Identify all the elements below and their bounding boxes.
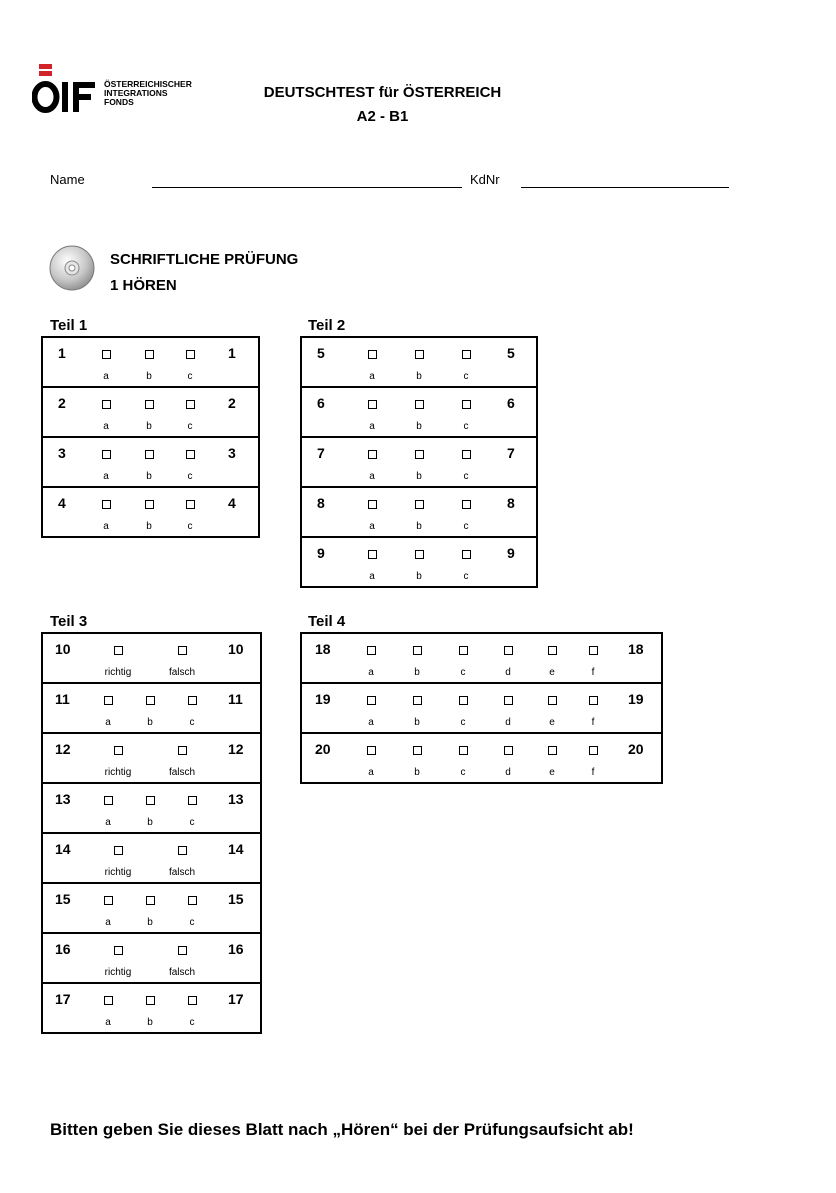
answer-checkbox[interactable]: [462, 350, 471, 359]
answer-checkbox[interactable]: [504, 696, 513, 705]
answer-checkbox[interactable]: [548, 696, 557, 705]
question-number: 15: [228, 891, 244, 907]
option-label: e: [549, 667, 555, 678]
option-label: a: [369, 421, 375, 432]
answer-checkbox[interactable]: [548, 746, 557, 755]
question-number: 14: [228, 841, 244, 857]
option-label: c: [460, 667, 466, 678]
answer-checkbox[interactable]: [104, 996, 113, 1005]
teil2-label: Teil 2: [308, 317, 346, 334]
option-label: a: [105, 817, 111, 828]
answer-checkbox[interactable]: [368, 550, 377, 559]
option-label: b: [416, 371, 422, 382]
option-label: b: [146, 521, 152, 532]
answer-checkbox[interactable]: [459, 696, 468, 705]
answer-checkbox[interactable]: [367, 646, 376, 655]
logo-line: INTEGRATIONS: [104, 88, 168, 98]
section-title: SCHRIFTLICHE PRÜFUNG: [110, 251, 299, 268]
question-number: 6: [507, 395, 515, 411]
option-label: c: [463, 471, 469, 482]
answer-row: [302, 338, 536, 388]
answer-checkbox[interactable]: [415, 400, 424, 409]
answer-checkbox[interactable]: [415, 500, 424, 509]
option-label: c: [187, 371, 193, 382]
option-label: falsch: [168, 867, 196, 878]
name-label: Name: [50, 172, 85, 187]
kdnr-label: KdNr: [470, 172, 500, 187]
question-number: 9: [317, 545, 325, 561]
answer-checkbox[interactable]: [413, 646, 422, 655]
option-label: b: [147, 1017, 153, 1028]
answer-row: [302, 734, 661, 784]
option-label: a: [369, 571, 375, 582]
question-number: 4: [58, 495, 66, 511]
option-label: b: [147, 717, 153, 728]
question-number: 3: [58, 445, 66, 461]
option-label: b: [146, 371, 152, 382]
question-number: 8: [317, 495, 325, 511]
option-label: a: [103, 421, 109, 432]
answer-row: [302, 388, 536, 438]
answer-checkbox[interactable]: [145, 450, 154, 459]
answer-checkbox[interactable]: [462, 550, 471, 559]
answer-checkbox[interactable]: [186, 450, 195, 459]
question-number: 15: [55, 891, 71, 907]
answer-checkbox[interactable]: [589, 696, 598, 705]
option-label: f: [591, 717, 595, 728]
answer-checkbox[interactable]: [114, 846, 123, 855]
option-label: b: [416, 521, 422, 532]
option-label: c: [187, 471, 193, 482]
answer-row: [43, 884, 260, 934]
cd-icon: [48, 244, 96, 297]
option-label: f: [591, 767, 595, 778]
footer-instruction: Bitten geben Sie dieses Blatt nach „Hören“ bei der Prüfungsaufsicht ab!: [50, 1120, 634, 1139]
answer-checkbox[interactable]: [114, 746, 123, 755]
option-label: a: [368, 717, 374, 728]
answer-row: [43, 634, 260, 684]
question-number: 18: [628, 641, 644, 657]
option-label: c: [189, 817, 195, 828]
answer-checkbox[interactable]: [145, 400, 154, 409]
answer-checkbox[interactable]: [114, 646, 123, 655]
option-label: a: [369, 471, 375, 482]
section-subtitle: 1 HÖREN: [110, 277, 177, 294]
logo-line: ÖSTERREICHISCHER: [104, 79, 192, 89]
answer-checkbox[interactable]: [178, 846, 187, 855]
question-number: 14: [55, 841, 71, 857]
answer-checkbox[interactable]: [367, 746, 376, 755]
answer-checkbox[interactable]: [188, 696, 197, 705]
logo-line: FONDS: [104, 97, 134, 107]
option-label: falsch: [168, 667, 196, 678]
answer-checkbox[interactable]: [104, 796, 113, 805]
option-label: b: [416, 571, 422, 582]
question-number: 12: [228, 741, 244, 757]
option-label: c: [463, 371, 469, 382]
answer-row: [302, 438, 536, 488]
answer-checkbox[interactable]: [146, 796, 155, 805]
teil4-grid: [300, 632, 663, 784]
answer-checkbox[interactable]: [368, 450, 377, 459]
answer-checkbox[interactable]: [102, 400, 111, 409]
exam-level: A2 - B1: [356, 108, 409, 125]
question-number: 9: [507, 545, 515, 561]
answer-row: [43, 934, 260, 984]
option-label: a: [103, 371, 109, 382]
option-label: b: [146, 471, 152, 482]
question-number: 19: [315, 691, 331, 707]
answer-row: [302, 538, 536, 588]
option-label: a: [368, 767, 374, 778]
option-label: a: [369, 371, 375, 382]
option-label: c: [460, 767, 466, 778]
answer-checkbox[interactable]: [102, 350, 111, 359]
option-label: c: [189, 717, 195, 728]
question-number: 5: [507, 345, 515, 361]
option-label: richtig: [104, 767, 132, 778]
question-number: 18: [315, 641, 331, 657]
option-label: c: [189, 917, 195, 928]
answer-checkbox[interactable]: [413, 696, 422, 705]
answer-checkbox[interactable]: [178, 746, 187, 755]
answer-row: [43, 984, 260, 1034]
answer-checkbox[interactable]: [146, 996, 155, 1005]
question-number: 7: [317, 445, 325, 461]
question-number: 20: [315, 741, 331, 757]
logo-wordmark: [104, 80, 192, 107]
option-label: a: [105, 1017, 111, 1028]
answer-checkbox[interactable]: [459, 646, 468, 655]
oif-logo-mark: [32, 64, 104, 114]
option-label: e: [549, 717, 555, 728]
question-number: 1: [58, 345, 66, 361]
option-label: b: [416, 471, 422, 482]
question-number: 4: [228, 495, 236, 511]
answer-checkbox[interactable]: [102, 500, 111, 509]
answer-checkbox[interactable]: [146, 896, 155, 905]
answer-checkbox[interactable]: [589, 646, 598, 655]
option-label: b: [414, 767, 420, 778]
answer-checkbox[interactable]: [413, 746, 422, 755]
answer-checkbox[interactable]: [186, 500, 195, 509]
option-label: b: [414, 717, 420, 728]
option-label: f: [591, 667, 595, 678]
option-label: c: [463, 521, 469, 532]
answer-row: [302, 488, 536, 538]
answer-row: [43, 784, 260, 834]
question-number: 11: [55, 691, 70, 707]
answer-row: [302, 634, 661, 684]
option-label: c: [187, 521, 193, 532]
oif-logo: [32, 64, 222, 114]
option-label: a: [368, 667, 374, 678]
answer-checkbox[interactable]: [462, 400, 471, 409]
answer-checkbox[interactable]: [368, 350, 377, 359]
answer-checkbox[interactable]: [368, 500, 377, 509]
answer-checkbox[interactable]: [186, 350, 195, 359]
teil1-label: Teil 1: [50, 317, 88, 334]
question-number: 16: [228, 941, 244, 957]
teil2-grid: [300, 336, 538, 588]
question-number: 5: [317, 345, 325, 361]
answer-checkbox[interactable]: [548, 646, 557, 655]
answer-checkbox[interactable]: [504, 646, 513, 655]
option-label: c: [189, 1017, 195, 1028]
answer-checkbox[interactable]: [188, 796, 197, 805]
answer-checkbox[interactable]: [145, 350, 154, 359]
option-label: a: [105, 717, 111, 728]
answer-checkbox[interactable]: [186, 400, 195, 409]
option-label: b: [414, 667, 420, 678]
option-label: c: [463, 571, 469, 582]
answer-row: [43, 734, 260, 784]
question-number: 10: [228, 641, 244, 657]
answer-checkbox[interactable]: [188, 896, 197, 905]
answer-checkbox[interactable]: [462, 450, 471, 459]
question-number: 13: [228, 791, 244, 807]
teil4-label: Teil 4: [308, 613, 346, 630]
option-label: a: [105, 917, 111, 928]
question-number: 10: [55, 641, 71, 657]
answer-checkbox[interactable]: [462, 500, 471, 509]
answer-checkbox[interactable]: [504, 746, 513, 755]
teil1-grid: [41, 336, 260, 538]
option-label: falsch: [168, 967, 196, 978]
option-label: d: [505, 717, 511, 728]
teil3-label: Teil 3: [50, 613, 88, 630]
answer-row: [43, 388, 258, 438]
question-number: 13: [55, 791, 71, 807]
option-label: c: [463, 421, 469, 432]
option-label: a: [103, 471, 109, 482]
question-number: 17: [55, 991, 71, 1007]
answer-checkbox[interactable]: [178, 946, 187, 955]
option-label: b: [146, 421, 152, 432]
answer-row: [302, 684, 661, 734]
answer-checkbox[interactable]: [415, 550, 424, 559]
question-number: 2: [58, 395, 66, 411]
option-label: falsch: [168, 767, 196, 778]
answer-row: [43, 684, 260, 734]
option-label: b: [147, 917, 153, 928]
option-label: c: [460, 717, 466, 728]
option-label: c: [187, 421, 193, 432]
question-number: 17: [228, 991, 244, 1007]
question-number: 6: [317, 395, 325, 411]
answer-checkbox[interactable]: [145, 500, 154, 509]
answer-checkbox[interactable]: [415, 350, 424, 359]
question-number: 8: [507, 495, 515, 511]
exam-title: DEUTSCHTEST für ÖSTERREICH: [263, 84, 502, 101]
answer-checkbox[interactable]: [146, 696, 155, 705]
name-field[interactable]: [152, 187, 462, 188]
question-number: 19: [628, 691, 644, 707]
teil3-grid: [41, 632, 262, 1034]
option-label: a: [103, 521, 109, 532]
answer-checkbox[interactable]: [102, 450, 111, 459]
question-number: 3: [228, 445, 236, 461]
answer-checkbox[interactable]: [178, 646, 187, 655]
option-label: richtig: [104, 867, 132, 878]
option-label: b: [147, 817, 153, 828]
answer-checkbox[interactable]: [367, 696, 376, 705]
option-label: d: [505, 767, 511, 778]
answer-checkbox[interactable]: [459, 746, 468, 755]
option-label: richtig: [104, 967, 132, 978]
question-number: 2: [228, 395, 236, 411]
answer-checkbox[interactable]: [188, 996, 197, 1005]
answer-row: [43, 438, 258, 488]
answer-row: [43, 488, 258, 538]
question-number: 16: [55, 941, 71, 957]
question-number: 7: [507, 445, 515, 461]
option-label: a: [369, 521, 375, 532]
answer-row: [43, 834, 260, 884]
answer-checkbox[interactable]: [104, 696, 113, 705]
question-number: 11: [228, 691, 243, 707]
answer-checkbox[interactable]: [589, 746, 598, 755]
answer-checkbox[interactable]: [104, 896, 113, 905]
option-label: richtig: [104, 667, 132, 678]
answer-row: [43, 338, 258, 388]
answer-checkbox[interactable]: [368, 400, 377, 409]
option-label: d: [505, 667, 511, 678]
option-label: b: [416, 421, 422, 432]
question-number: 20: [628, 741, 644, 757]
option-label: e: [549, 767, 555, 778]
kdnr-field[interactable]: [521, 187, 729, 188]
question-number: 1: [228, 345, 236, 361]
answer-checkbox[interactable]: [415, 450, 424, 459]
answer-checkbox[interactable]: [114, 946, 123, 955]
question-number: 12: [55, 741, 71, 757]
